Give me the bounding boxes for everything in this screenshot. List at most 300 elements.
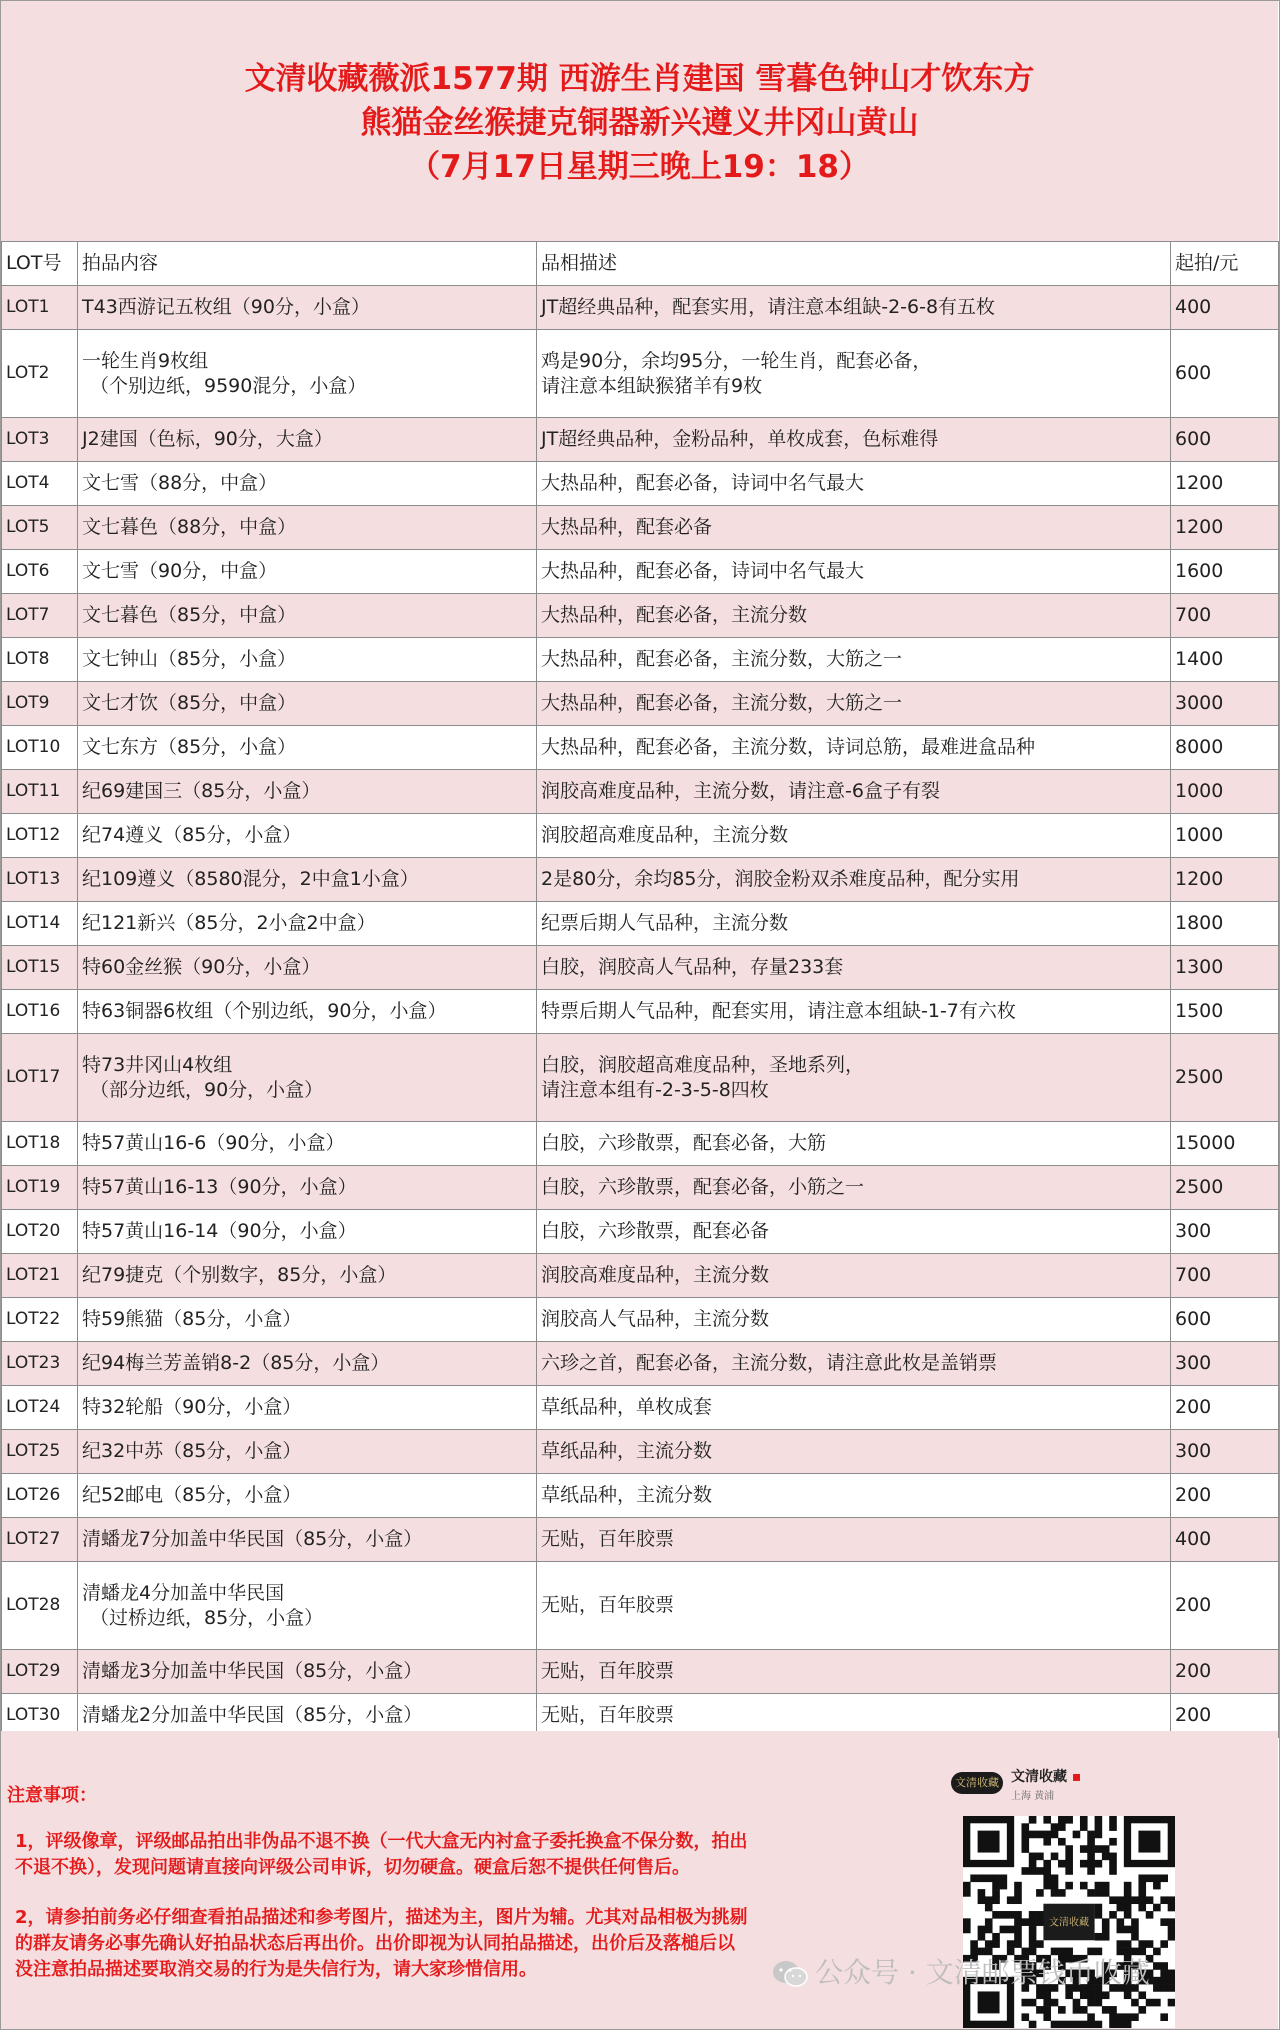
table-row [2, 330, 1279, 418]
lot-number: LOT11 [2, 770, 78, 814]
starting-price: 1300 [1171, 946, 1279, 990]
brand-name [1011, 1766, 1081, 1786]
qr-module [1095, 2021, 1103, 2028]
lot-content-line: 文七才饮（85分，中盒） [82, 692, 297, 714]
column-header-price: 起拍/元 [1171, 242, 1279, 286]
lot-content-line: 纪94梅兰芳盖销8-2（85分，小盒） [82, 1352, 390, 1374]
table-row [2, 990, 1279, 1034]
qr-module [992, 1882, 1000, 1890]
lot-description-line: 大热品种，配套必备，诗词中名气最大 [541, 560, 865, 582]
lot-number: LOT24 [2, 1386, 78, 1430]
note-2-line: 没注意拍品描述要取消交易的行为是失信行为，请大家珍惜信用。 [15, 1959, 537, 1980]
starting-price: 1500 [1171, 990, 1279, 1034]
lot-description-line: 2是80分，余均85分，润胶金粉双杀难度品种，配分实用 [541, 868, 1020, 890]
lot-content [78, 1386, 537, 1430]
qr-module [1029, 1831, 1037, 1839]
lot-description-line: 无贴，百年胶票 [541, 1528, 675, 1550]
lot-number: LOT27 [2, 1518, 78, 1562]
qr-module [1065, 1860, 1073, 1868]
table-row [2, 594, 1279, 638]
qr-module [1080, 2006, 1088, 2014]
qr-module [1146, 1874, 1154, 1882]
qr-module [978, 1896, 986, 1904]
qr-module [970, 1874, 978, 1882]
table-row [2, 1034, 1279, 1122]
qr-module [1014, 1911, 1022, 1919]
qr-module [1138, 1940, 1146, 1948]
qr-module [1029, 1911, 1037, 1919]
lot-description [537, 462, 1171, 506]
qr-module [1153, 1999, 1161, 2007]
qr-module [992, 1889, 1000, 1897]
qr-module [1124, 1911, 1132, 1919]
lot-number: LOT29 [2, 1650, 78, 1694]
qr-module [1014, 1882, 1022, 1890]
qr-module [1168, 1933, 1175, 1941]
qr-module [1087, 1867, 1095, 1875]
qr-module [1029, 2021, 1037, 2028]
qr-module [1138, 1882, 1146, 1890]
qr-module [978, 1889, 986, 1897]
starting-price: 1200 [1171, 506, 1279, 550]
table-row [2, 1518, 1279, 1562]
qr-module [1073, 1999, 1081, 2007]
qr-module [985, 1904, 993, 1912]
lot-content-line: 特60金丝猴（90分，小盒） [82, 956, 321, 978]
lot-description [537, 814, 1171, 858]
qr-module [1080, 1823, 1088, 1831]
table-row [2, 902, 1279, 946]
qr-module [1014, 1896, 1022, 1904]
qr-module [1117, 1896, 1125, 1904]
starting-price: 1800 [1171, 902, 1279, 946]
qr-module [1146, 1940, 1154, 1948]
lot-content [78, 550, 537, 594]
qr-module [1095, 1816, 1103, 1824]
qr-module [1095, 1831, 1103, 1839]
lot-content-line: 特57黄山16-14（90分，小盒） [82, 1220, 357, 1242]
lot-number: LOT7 [2, 594, 78, 638]
qr-module [978, 1926, 986, 1934]
qr-module [1138, 1889, 1146, 1897]
qr-module [1095, 1911, 1103, 1919]
qr-module [1058, 2006, 1066, 2014]
lot-number: LOT8 [2, 638, 78, 682]
qr-module [1065, 1882, 1073, 1890]
qr-module [1131, 2013, 1139, 2021]
qr-module [1021, 1823, 1029, 1831]
qr-module [1058, 1838, 1066, 1846]
qr-module [992, 1940, 1000, 1948]
table-row [2, 1430, 1279, 1474]
lot-number: LOT10 [2, 726, 78, 770]
lot-description [537, 682, 1171, 726]
qr-module [1021, 2013, 1029, 2021]
qr-module [963, 1882, 971, 1890]
qr-module [1058, 1889, 1066, 1897]
title-line-3: （7月17日星期三晚上19：18） [409, 149, 870, 185]
lot-number: LOT2 [2, 330, 78, 418]
qr-module [1124, 1926, 1132, 1934]
qr-module [1124, 1940, 1132, 1948]
qr-module [1051, 1874, 1059, 1882]
qr-module [1029, 1933, 1037, 1941]
qr-module [1043, 2013, 1051, 2021]
note-2-line: 2，请参拍前务必仔细查看拍品描述和参考图片，描述为主，图片为辅。尤其对品相极为挑剔 [15, 1907, 748, 1928]
lot-content-line: 特57黄山16-13（90分，小盒） [82, 1176, 357, 1198]
lot-number: LOT26 [2, 1474, 78, 1518]
lot-description [537, 638, 1171, 682]
lot-content [78, 990, 537, 1034]
lot-number: LOT17 [2, 1034, 78, 1122]
starting-price: 400 [1171, 286, 1279, 330]
lot-content [78, 726, 537, 770]
lot-description [537, 286, 1171, 330]
qr-module [1087, 2021, 1095, 2028]
qr-finder-core [978, 1991, 1000, 2013]
lot-description-line: 纪票后期人气品种，主流分数 [541, 912, 789, 934]
lot-description-line: 润胶高难度品种，主流分数，请注意-6盒子有裂 [541, 780, 940, 802]
qr-module [1036, 1918, 1044, 1926]
qr-module [1168, 1896, 1175, 1904]
lot-content-line: 特63铜器6枚组（个别边纸，90分，小盒） [82, 1000, 447, 1022]
qr-module [1073, 1831, 1081, 1839]
lot-description-line: 白胶，六珍散票，配套必备，小筋之一 [541, 1176, 865, 1198]
starting-price: 700 [1171, 594, 1279, 638]
lot-description-line: 大热品种，配套必备，主流分数，大筋之一 [541, 648, 903, 670]
lot-description-line: 大热品种，配套必备 [541, 516, 713, 538]
starting-price: 300 [1171, 1430, 1279, 1474]
table-row [2, 1122, 1279, 1166]
lot-content-line: 纪52邮电（85分，小盒） [82, 1484, 302, 1506]
qr-module [1168, 1904, 1175, 1912]
qr-module [1087, 1860, 1095, 1868]
qr-module [1000, 1911, 1008, 1919]
lot-description-line: 无贴，百年胶票 [541, 1594, 675, 1616]
note-1 [15, 1829, 845, 1881]
starting-price: 1600 [1171, 550, 1279, 594]
lot-content-line: （过桥边纸，85分，小盒） [90, 1606, 324, 1629]
table-row [2, 462, 1279, 506]
starting-price: 200 [1171, 1650, 1279, 1694]
lot-number: LOT5 [2, 506, 78, 550]
qr-module [1124, 1896, 1132, 1904]
table-row [2, 1342, 1279, 1386]
qr-module [1058, 1860, 1066, 1868]
qr-module [1029, 1853, 1037, 1861]
qr-module [1095, 1882, 1103, 1890]
qr-module [1043, 1831, 1051, 1839]
qr-module [985, 1940, 993, 1948]
lot-description-line: 大热品种，配套必备，主流分数，诗词总筋，最难进盒品种 [541, 736, 1036, 758]
brand-subtitle: 上海 黄浦 [1011, 1791, 1055, 1802]
starting-price: 200 [1171, 1474, 1279, 1518]
lot-description-line: 草纸品种，主流分数 [541, 1484, 713, 1506]
lot-description [537, 990, 1171, 1034]
qr-module [1029, 1867, 1037, 1875]
starting-price: 1200 [1171, 462, 1279, 506]
qr-module [978, 1874, 986, 1882]
qr-module [1160, 1940, 1168, 1948]
qr-module [1043, 1882, 1051, 1890]
brand-logo: 文清收藏 [951, 1772, 1003, 1794]
lot-content-line: 纪79捷克（个别数字，85分，小盒） [82, 1264, 397, 1286]
lot-description [537, 726, 1171, 770]
qr-module [1073, 2006, 1081, 2014]
title-line-1: 文清收藏薇派1577期 西游生肖建国 雪暮色钟山才饮东方 [244, 61, 1035, 97]
qr-module [1109, 1853, 1117, 1861]
title-line-2: 熊猫金丝猴捷克铜器新兴遵义井冈山黄山 [360, 105, 919, 141]
lot-content-line: J2建国（色标，90分，大盒） [82, 428, 333, 450]
lot-description [537, 1210, 1171, 1254]
lot-content-line: 特73井冈山4枚组 [82, 1053, 233, 1076]
lot-content [78, 462, 537, 506]
lot-number: LOT6 [2, 550, 78, 594]
qr-module [1168, 1926, 1175, 1934]
starting-price: 400 [1171, 1518, 1279, 1562]
lot-description [537, 1122, 1171, 1166]
qr-module [1109, 1911, 1117, 1919]
qr-module [1080, 1882, 1088, 1890]
qr-module [1036, 1853, 1044, 1861]
qr-module [1146, 1896, 1154, 1904]
qr-module [985, 1926, 993, 1934]
lot-number: LOT30 [2, 1694, 78, 1738]
qr-module [1146, 1911, 1154, 1919]
lot-number: LOT3 [2, 418, 78, 462]
lot-description-line: JT超经典品种，配套实用，请注意本组缺-2-6-8有五枚 [541, 296, 996, 318]
lot-content [78, 1430, 537, 1474]
table-row [2, 1474, 1279, 1518]
lot-number: LOT9 [2, 682, 78, 726]
wechat-watermark [771, 1953, 1150, 1993]
qr-module [1102, 1926, 1110, 1934]
lot-description-line: 请注意本组缺猴猪羊有9枚 [541, 374, 763, 397]
lot-content [78, 418, 537, 462]
qr-module [1131, 1926, 1139, 1934]
qr-module [1131, 1933, 1139, 1941]
qr-module [1131, 1918, 1139, 1926]
starting-price: 1000 [1171, 770, 1279, 814]
lot-content-line: 纪109遵义（8580混分，2中盒1小盒） [82, 868, 419, 890]
lot-content [78, 1342, 537, 1386]
note-2-line: 的群友请务必事先确认好拍品状态后再出价。出价即视为认同拍品描述，出价后及落槌后以 [15, 1933, 735, 1954]
lot-description [537, 1342, 1171, 1386]
qr-module [963, 1926, 971, 1934]
qr-module [1168, 1970, 1175, 1978]
qr-module [1058, 1816, 1066, 1824]
qr-module [1029, 1999, 1037, 2007]
lot-number: LOT12 [2, 814, 78, 858]
qr-module [1021, 1867, 1029, 1875]
qr-module [992, 1911, 1000, 1919]
lot-number: LOT28 [2, 1562, 78, 1650]
qr-module [1160, 1970, 1168, 1978]
lot-description [537, 1474, 1171, 1518]
qr-module [1138, 2006, 1146, 2014]
lot-content-line: 文七钟山（85分，小盒） [82, 648, 297, 670]
qr-module [1102, 1882, 1110, 1890]
table-row [2, 1210, 1279, 1254]
qr-module [1117, 2013, 1125, 2021]
qr-finder-core [978, 1831, 1000, 1853]
lot-number: LOT23 [2, 1342, 78, 1386]
table-row [2, 1254, 1279, 1298]
lot-description [537, 1254, 1171, 1298]
qr-module [1124, 2021, 1132, 2028]
qr-module [1073, 2021, 1081, 2028]
starting-price: 600 [1171, 1298, 1279, 1342]
lot-description [537, 946, 1171, 990]
lot-content [78, 1122, 537, 1166]
qr-module [1029, 1940, 1037, 1948]
lot-description [537, 1386, 1171, 1430]
lot-content-line: 清蟠龙7分加盖中华民国（85分，小盒） [82, 1528, 423, 1550]
lot-description [537, 1518, 1171, 1562]
qr-module [1109, 1838, 1117, 1846]
lot-content-line: 特32轮船（90分，小盒） [82, 1396, 302, 1418]
lot-content [78, 1650, 537, 1694]
lot-content [78, 946, 537, 990]
lot-content [78, 814, 537, 858]
qr-module [1051, 1999, 1059, 2007]
lot-description [537, 506, 1171, 550]
qr-module [1102, 1845, 1110, 1853]
lot-content [78, 286, 537, 330]
qr-module [963, 1889, 971, 1897]
qr-module [1014, 1940, 1022, 1948]
qr-module [1087, 1838, 1095, 1846]
notes-title: 注意事项： [7, 1785, 97, 1806]
qr-module [1014, 1933, 1022, 1941]
starting-price: 2500 [1171, 1166, 1279, 1210]
qr-module [1036, 1867, 1044, 1875]
qr-center-label: 文清收藏 [1049, 1917, 1089, 1929]
qr-module [1000, 1882, 1008, 1890]
qr-module [1109, 2013, 1117, 2021]
lot-content-line: 文七雪（88分，中盒） [82, 472, 278, 494]
qr-module [1007, 1911, 1015, 1919]
lot-content-line: 文七东方（85分，小盒） [82, 736, 297, 758]
table-row [2, 1166, 1279, 1210]
qr-module [1051, 1882, 1059, 1890]
qr-module [1109, 1823, 1117, 1831]
lot-content-line: 纪74遵义（85分，小盒） [82, 824, 302, 846]
qr-module [1087, 1889, 1095, 1897]
qr-module [1124, 2013, 1132, 2021]
qr-module [1021, 1845, 1029, 1853]
lot-description [537, 902, 1171, 946]
lot-number: LOT22 [2, 1298, 78, 1342]
starting-price: 600 [1171, 330, 1279, 418]
qr-module [1087, 1845, 1095, 1853]
lot-content-line: 特59熊猫（85分，小盒） [82, 1308, 302, 1330]
table-row [2, 770, 1279, 814]
lot-content [78, 682, 537, 726]
table-header-row [2, 242, 1279, 286]
qr-module [1131, 1999, 1139, 2007]
watermark-text: 公众号 · 文清邮票钱币收藏 [815, 1956, 1150, 1989]
qr-finder-core [1138, 1831, 1160, 1853]
qr-module [1095, 1889, 1103, 1897]
qr-module [1087, 1831, 1095, 1839]
lot-content [78, 1298, 537, 1342]
qr-module [1124, 1904, 1132, 1912]
qr-module [985, 1896, 993, 1904]
table-row [2, 1650, 1279, 1694]
qr-module [1102, 2006, 1110, 2014]
qr-module [1095, 1933, 1103, 1941]
qr-module [1036, 1911, 1044, 1919]
qr-module [1102, 1918, 1110, 1926]
qr-module [1131, 1896, 1139, 1904]
starting-price: 300 [1171, 1342, 1279, 1386]
lot-description [537, 594, 1171, 638]
starting-price: 700 [1171, 1254, 1279, 1298]
qr-module [978, 1933, 986, 1941]
brand-name-text: 文清收藏 [1011, 1769, 1067, 1785]
starting-price: 15000 [1171, 1122, 1279, 1166]
starting-price: 600 [1171, 418, 1279, 462]
qr-module [1117, 1940, 1125, 1948]
qr-module [1160, 1962, 1168, 1970]
lot-content [78, 1034, 537, 1122]
qr-module [1168, 1984, 1175, 1992]
lot-content-line: 清蟠龙3分加盖中华民国（85分，小盒） [82, 1660, 423, 1682]
qr-module [1168, 1977, 1175, 1985]
qr-module [1124, 1889, 1132, 1897]
lot-content [78, 594, 537, 638]
lot-description [537, 1034, 1171, 1122]
qr-module [1117, 1918, 1125, 1926]
lot-number: LOT21 [2, 1254, 78, 1298]
qr-module [1138, 1896, 1146, 1904]
lot-content-line: （个别边纸，9590混分，小盒） [90, 374, 367, 397]
qr-module [992, 1896, 1000, 1904]
qr-code[interactable] [963, 1816, 1175, 2028]
qr-module [1153, 1977, 1161, 1985]
lot-number: LOT15 [2, 946, 78, 990]
table-row [2, 814, 1279, 858]
note-2 [15, 1905, 845, 1983]
table-row [2, 550, 1279, 594]
lot-description-line: 白胶，润胶超高难度品种，圣地系列， [541, 1053, 865, 1076]
qr-module [1102, 1889, 1110, 1897]
qr-module [1036, 1940, 1044, 1948]
qr-module [1160, 1896, 1168, 1904]
lot-number: LOT16 [2, 990, 78, 1034]
qr-module [1007, 1940, 1015, 1948]
lot-number: LOT19 [2, 1166, 78, 1210]
qr-module [1153, 1874, 1161, 1882]
starting-price: 200 [1171, 1562, 1279, 1650]
qr-module [1014, 1926, 1022, 1934]
table-body [2, 286, 1279, 1738]
lot-content [78, 770, 537, 814]
qr-module [1051, 1889, 1059, 1897]
qr-module [1065, 1845, 1073, 1853]
qr-module [985, 1874, 993, 1882]
lot-content-line: 清蟠龙4分加盖中华民国 [82, 1581, 285, 1604]
qr-module [1117, 1926, 1125, 1934]
table-row [2, 1386, 1279, 1430]
qr-module [1065, 1867, 1073, 1875]
qr-module [1036, 1889, 1044, 1897]
lot-description-line: JT超经典品种，金粉品种，单枚成套，色标难得 [541, 428, 939, 450]
table-row [2, 506, 1279, 550]
qr-module [1014, 1889, 1022, 1897]
starting-price: 2500 [1171, 1034, 1279, 1122]
